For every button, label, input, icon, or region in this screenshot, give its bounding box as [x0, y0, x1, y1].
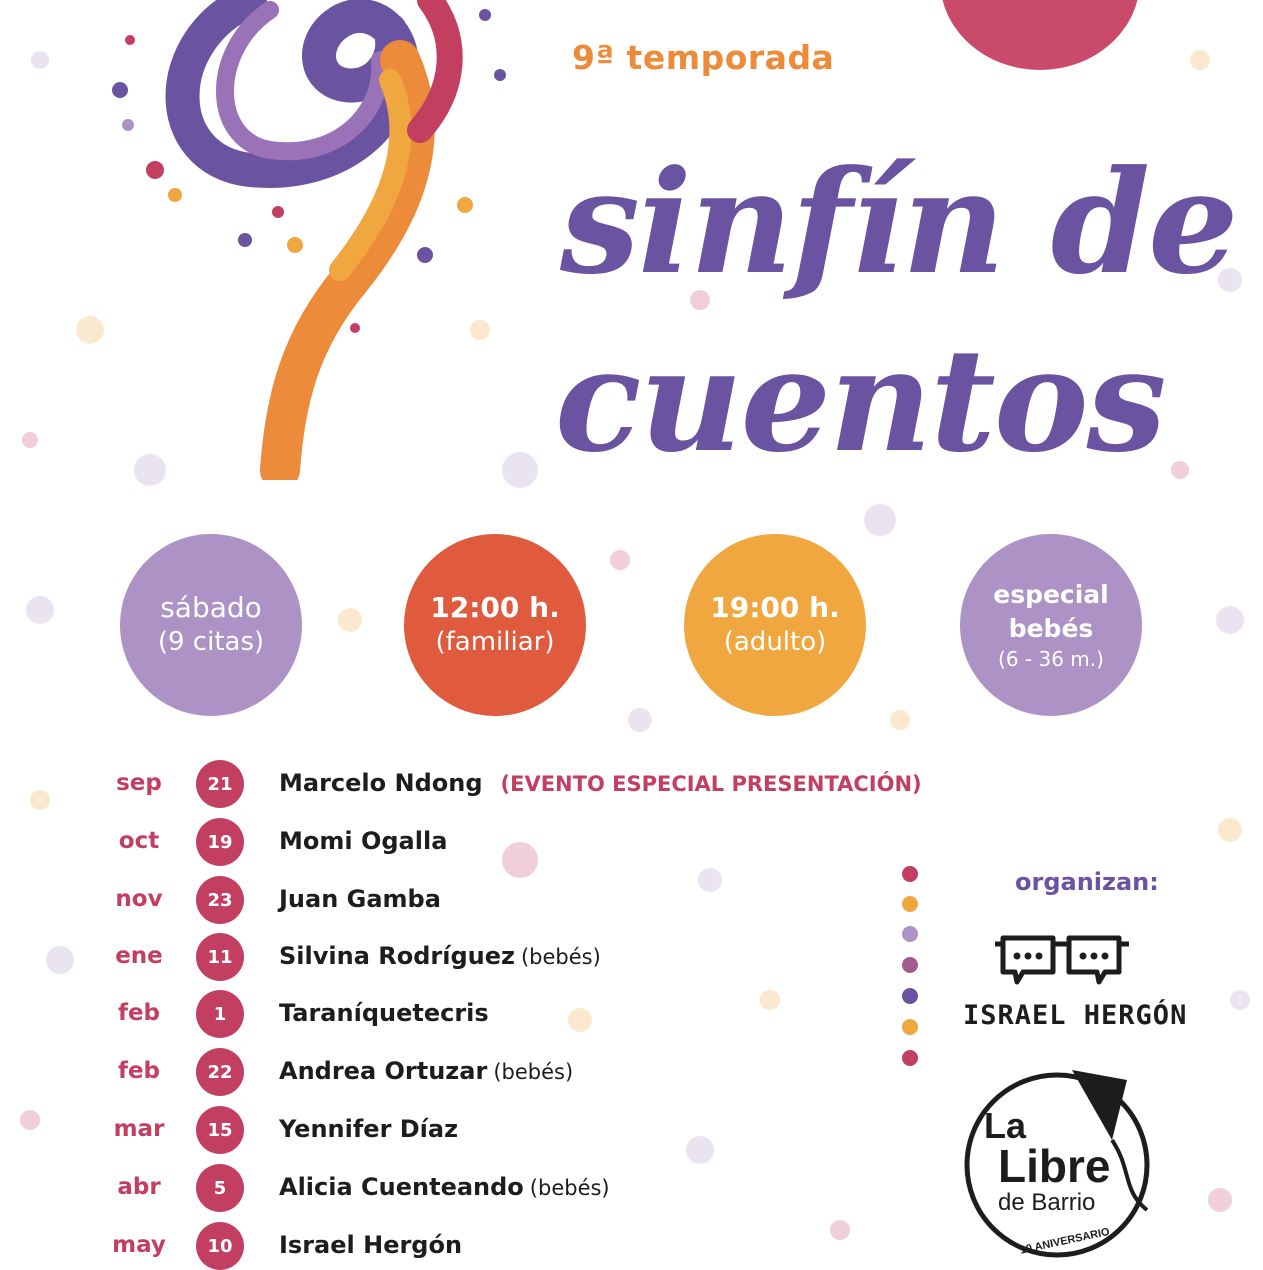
- circle-main: sábado: [160, 590, 262, 624]
- circle-main: 19:00 h.: [710, 590, 840, 624]
- storyteller-name: Marcelo Ndong: [279, 769, 483, 797]
- color-dot: [902, 1050, 918, 1066]
- schedule-name: [279, 1057, 573, 1085]
- info-circle-bebes: [960, 534, 1142, 716]
- schedule-day-badge: 11: [196, 933, 244, 981]
- schedule-day-badge: 23: [196, 876, 244, 924]
- color-dot: [902, 866, 918, 882]
- schedule-name: [279, 1173, 610, 1201]
- organizer-name: ISRAEL HERGÓN: [963, 1000, 1188, 1031]
- color-dot: [902, 896, 918, 912]
- storyteller-name: Alicia Cuenteando: [279, 1173, 524, 1201]
- schedule-name: [279, 1115, 458, 1143]
- storyteller-name: Taraníquetecris: [279, 999, 489, 1027]
- storyteller-name: Andrea Ortuzar: [279, 1057, 488, 1085]
- schedule-month: mar: [113, 1116, 165, 1142]
- schedule-day-badge: 1: [196, 990, 244, 1038]
- schedule-day-badge: 21: [196, 760, 244, 808]
- color-dot: [902, 957, 918, 973]
- storyteller-name: Juan Gamba: [279, 885, 441, 913]
- glasses-logo-icon: [995, 930, 1135, 990]
- circle-main: 12:00 h.: [430, 590, 560, 624]
- la-libre-de-barrio-logo: [962, 1060, 1162, 1260]
- schedule-day-badge: 10: [196, 1222, 244, 1270]
- storyteller-name: Yennifer Díaz: [279, 1115, 459, 1143]
- storyteller-name: Israel Hergón: [279, 1231, 463, 1259]
- circle-main-2: bebés: [1008, 614, 1094, 643]
- schedule-note: (bebés): [493, 1060, 574, 1084]
- libre-line-2: Libre: [998, 1140, 1111, 1192]
- schedule-row: [0, 876, 1000, 924]
- circle-main-1: especial: [993, 580, 1109, 610]
- decorative-circle: [925, 0, 1155, 80]
- circle-sub: (9 citas): [157, 627, 265, 658]
- info-circle-familiar: [404, 534, 586, 716]
- circle-sub: (familiar): [435, 627, 555, 658]
- schedule-row: [0, 1106, 1000, 1154]
- schedule-row: [0, 760, 1000, 808]
- schedule-name: [279, 942, 601, 970]
- schedule-name: [279, 999, 489, 1027]
- color-dot: [902, 988, 918, 1004]
- schedule-month: may: [112, 1232, 166, 1258]
- schedule-month: sep: [116, 770, 162, 796]
- color-dot: [902, 926, 918, 942]
- schedule-day-badge: 15: [196, 1106, 244, 1154]
- schedule-note: (EVENTO ESPECIAL PRESENTACIÓN): [500, 772, 922, 796]
- schedule-name: [279, 827, 447, 855]
- schedule-month: ene: [115, 943, 163, 969]
- schedule-note: (bebés): [520, 945, 601, 969]
- schedule-name: [279, 885, 441, 913]
- season-subtitle: 9ª temporada: [572, 38, 835, 77]
- schedule-row: [0, 933, 1000, 981]
- storyteller-name: Momi Ogalla: [279, 827, 448, 855]
- organizers-label: organizan:: [1015, 868, 1159, 896]
- info-circle-day: [120, 534, 302, 716]
- schedule-note: (bebés): [529, 1176, 610, 1200]
- schedule-month: oct: [118, 828, 160, 854]
- info-circle-adulto: [684, 534, 866, 716]
- circle-sub: (adulto): [723, 627, 827, 658]
- color-dot: [902, 1019, 918, 1035]
- schedule-month: feb: [117, 1000, 161, 1026]
- schedule-day-badge: 5: [196, 1164, 244, 1212]
- schedule-month: feb: [117, 1058, 161, 1084]
- schedule-row: [0, 818, 1000, 866]
- schedule-name: [279, 769, 922, 797]
- libre-line-1: La: [984, 1105, 1027, 1146]
- circle-sub: (6 - 36 m.): [998, 646, 1104, 671]
- schedule-row: [0, 1048, 1000, 1096]
- schedule-day-badge: 19: [196, 818, 244, 866]
- schedule-name: [279, 1231, 462, 1259]
- schedule-month: abr: [117, 1174, 161, 1200]
- libre-badge: 10 ANIVERSARIO: [1018, 1225, 1111, 1257]
- title-line-1: sinfín de: [560, 140, 1237, 306]
- schedule-day-badge: 22: [196, 1048, 244, 1096]
- storyteller-name: Silvina Rodríguez: [279, 942, 515, 970]
- schedule-row: [0, 1164, 1000, 1212]
- schedule-row: [0, 990, 1000, 1038]
- libre-line-3: de Barrio: [998, 1189, 1096, 1216]
- schedule-month: nov: [115, 886, 163, 912]
- swirl-logo: [100, 0, 520, 480]
- title-line-2: cuentos: [555, 318, 1165, 484]
